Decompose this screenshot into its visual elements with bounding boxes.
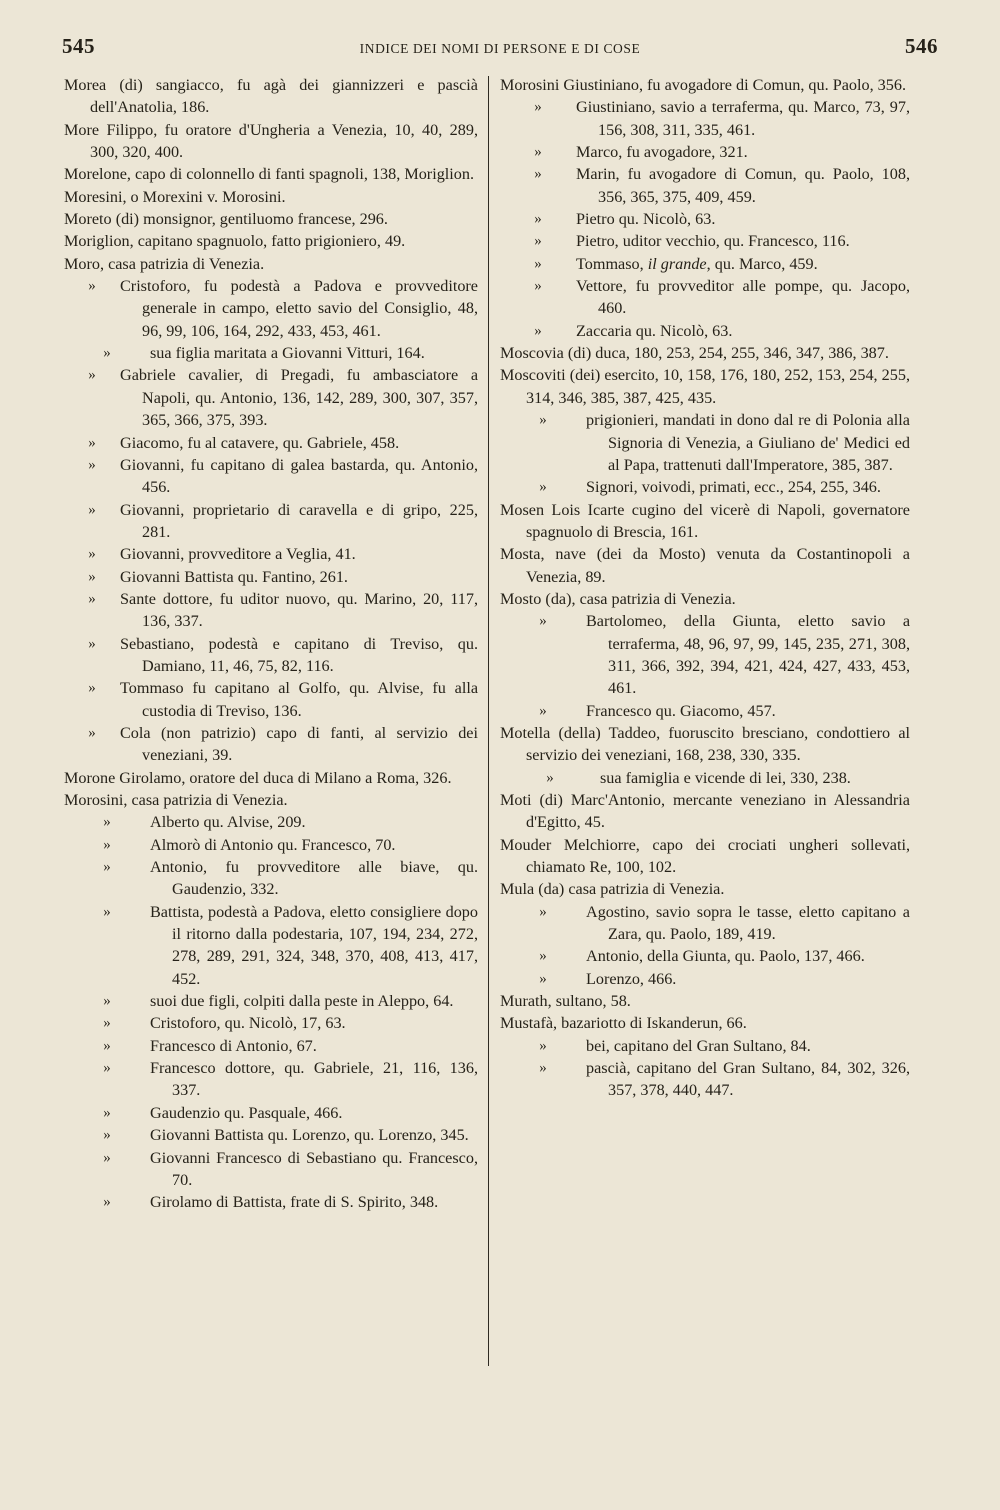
ditto-mark: » [88,434,96,451]
ditto-mark: » [539,1037,547,1054]
index-subentry [500,700,910,722]
ditto-mark: » [103,836,111,853]
ditto-mark: » [88,278,96,295]
subentry-text: Giovanni Francesco di Sebastiano qu. Francesco, 70. [150,1148,478,1189]
subentry-text: pascià, capitano del Gran Sultano, 84, 302, 326, 357, 378, 440, 447. [586,1059,910,1100]
ditto-mark: » [534,144,542,161]
subentry-italic: il grande [647,254,707,273]
index-subentry [500,163,910,208]
index-subentry [500,230,910,252]
index-entry: Morosini, casa patrizia di Venezia. [64,791,288,809]
ditto-mark: » [534,278,542,295]
ditto-mark: » [88,546,96,563]
ditto-mark: » [103,1037,111,1054]
index-subentry [64,543,478,565]
ditto-mark: » [88,680,96,697]
index-entry: Motella (della) Taddeo, fuoruscito bresciano, condottiero al servizio dei veneziani, 168, 238, 330, 335. [500,723,910,765]
subentry-text: sua famiglia e vicende di lei, 330, 238. [600,768,851,787]
index-entry: Mosen Lois Icarte cugino del vicerè di Napoli, governatore spagnuolo di Brescia, 161. [500,500,910,541]
index-entry: Moresini, o Morexini v. Morosini. [64,187,286,206]
subentry-text: Francesco dottore, qu. Gabriele, 21, 116, 136, 337. [150,1059,478,1100]
index-subentry [500,945,910,967]
ditto-mark: » [539,613,547,630]
page-header [62,34,938,64]
index-subentry [64,342,478,364]
left-column [64,74,478,1214]
ditto-mark: » [88,590,96,607]
subentry-text: sua figlia maritata a Giovanni Vitturi, 164. [150,344,425,363]
index-subentry [500,275,910,320]
index-subentry [64,275,478,342]
subentry-text: Giovanni, proprietario di caravella e di gripo, 225, 281. [120,500,478,541]
subentry-text: suoi due figli, colpiti dalla peste in Aleppo, 64. [150,992,454,1011]
ditto-mark: » [103,1127,111,1144]
index-entry: Moscovia (di) duca, 180, 253, 254, 255, 346, 347, 386, 387. [500,344,889,363]
subentry-text: Almorò di Antonio qu. Francesco, 70. [150,835,396,854]
subentry-text: Cristoforo, fu podestà a Padova e provveditore generale in campo, eletto savio del Consiglio, 48, 96, 99, 106, 164, 292, 433, 453, 461. [120,277,478,340]
index-subentry [500,1035,910,1057]
subentry-text: Pietro, uditor vecchio, qu. Francesco, 116. [576,232,850,251]
left-page-number: 545 [62,34,95,58]
subentry-text: Francesco qu. Giacomo, 457. [586,701,776,720]
subentry-text: Tommaso fu capitano al Golfo, qu. Alvise, fu alla custodia di Treviso, 136. [120,679,478,720]
ditto-mark: » [539,1060,547,1077]
index-entry: Moro, casa patrizia di Venezia. [64,254,265,273]
ditto-mark: » [546,769,554,786]
subentry-text: Battista, podestà a Padova, eletto consigliere dopo il ritorno dalla podestaria, 107, 194, 234, 272, 278, 289, 291, 324, 348, 370, 408, 413, 417, 452. [150,902,478,988]
index-entry: Mustafà, bazariotto di Iskanderun, 66. [500,1014,747,1033]
index-entry: Moriglion, capitano spagnuolo, fatto prigioniero, 49. [64,232,406,251]
index-subentry [500,96,910,141]
subentry-text: Bartolomeo, della Giunta, eletto savio a terraferma, 48, 96, 97, 99, 145, 235, 271, 308, 311, 366, 392, 394, 421, 424, 427, 433, 453, 461. [586,612,910,698]
subentry-text: Sante dottore, fu uditor nuovo, qu. Marino, 20, 117, 136, 337. [120,589,478,631]
subentry-text: Francesco di Antonio, 67. [150,1036,317,1055]
ditto-mark: » [534,322,542,339]
index-subentry [64,1147,478,1192]
index-subentry [64,499,478,544]
index-subentry [64,432,478,454]
ditto-mark: » [88,568,96,585]
index-entry: Morosini Giustiniano, fu avogadore di Comun, qu. Paolo, 356. [500,76,907,94]
index-subentry [64,677,478,722]
subentry-text: prigionieri, mandati in dono dal re di Polonia alla Signoria di Venezia, a Giuliano de' Medici ed al Papa, trattenuti dall'Imperatore, 385, 387. [586,411,910,474]
index-subentry [64,1012,478,1034]
ditto-mark: » [103,1104,111,1121]
subentry-text: Gabriele cavalier, di Pregadi, fu ambasciatore a Napoli, qu. Antonio, 136, 142, 289, 300, 307, 357, 365, 366, 375, 393. [120,366,478,430]
index-entry: Mosta, nave (dei da Mosto) venuta da Costantinopoli a Venezia, 89. [500,545,910,586]
ditto-mark: » [534,99,542,116]
index-subentry [500,901,910,946]
index-subentry [500,141,910,163]
ditto-mark: » [88,367,96,384]
ditto-mark: » [103,903,111,920]
subentry-text: Sebastiano, podestà e capitano di Treviso, qu. Damiano, 11, 46, 75, 82, 116. [120,634,478,675]
subentry-text: Marin, fu avogadore di Comun, qu. Paolo, 108, 356, 365, 375, 409, 459. [576,165,910,206]
right-page-number: 546 [905,34,938,58]
ditto-mark: » [103,993,111,1010]
index-entry: Morelone, capo di colonnello di fanti spagnoli, 138, Moriglion. [64,165,475,184]
index-subentry [64,364,478,431]
index-subentry [500,208,910,230]
index-entry: Mouder Melchiorre, capo dei crociati ungheri sollevati, chiamato Re, 100, 102. [500,835,910,877]
subentry-text: Zaccaria qu. Nicolò, 63. [576,321,733,340]
column-divider [488,76,489,1366]
ditto-mark: » [103,814,111,831]
right-column [500,74,910,1102]
subentry-text-end: , qu. Marco, 459. [706,254,818,273]
subentry-text: Gaudenzio qu. Pasquale, 466. [150,1103,343,1122]
ditto-mark: » [534,255,542,272]
index-subentry [64,856,478,901]
subentry-text: Giacomo, fu al catavere, qu. Gabriele, 458. [120,433,400,452]
subentry-text: Cola (non patrizio) capo di fanti, al servizio dei veneziani, 39. [120,723,478,765]
subentry-text: Antonio, della Giunta, qu. Paolo, 137, 466. [586,947,865,966]
subentry-text [576,253,910,275]
ditto-mark: » [103,1015,111,1032]
index-subentry [500,320,910,342]
running-title: INDICE DEI NOMI DI PERSONE E DI COSE [359,41,641,56]
index-subentry [500,968,910,990]
index-subentry [64,588,478,633]
index-subentry [64,901,478,990]
index-subentry [64,633,478,678]
index-subentry [64,1035,478,1057]
index-subentry [500,610,910,699]
index-subentry [64,1124,478,1146]
subentry-text: Girolamo di Battista, frate di S. Spirito, 348. [150,1193,439,1212]
index-subentry [64,566,478,588]
subentry-text: Giovanni, fu capitano di galea bastarda, qu. Antonio, 456. [120,455,478,497]
ditto-mark: » [88,724,96,741]
index-subentry [64,990,478,1012]
index-subentry [64,722,478,767]
index-subentry [500,476,910,498]
index-subentry [500,409,910,476]
subentry-text-start: Tommaso, [576,254,648,273]
subentry-text: Giovanni, provveditore a Veglia, 41. [120,545,356,564]
subentry-text: Giovanni Battista qu. Fantino, 261. [120,567,348,586]
ditto-mark: » [103,345,111,362]
index-subentry [64,1102,478,1124]
subentry-text: Pietro qu. Nicolò, 63. [576,210,716,229]
index-subentry [64,811,478,833]
ditto-mark: » [539,970,547,987]
subentry-text: Antonio, fu provveditore alle biave, qu. Gaudenzio, 332. [150,858,478,899]
index-entry: Mula (da) casa patrizia di Venezia. [500,880,725,899]
ditto-mark: » [88,635,96,652]
subentry-text: Giustiniano, savio a terraferma, qu. Marco, 73, 97, 156, 308, 311, 335, 461. [576,98,910,139]
index-entry: Mosto (da), casa patrizia di Venezia. [500,589,736,608]
ditto-mark: » [534,166,542,183]
ditto-mark: » [103,1149,111,1166]
index-entry: Morea (di) sangiacco, fu agà dei giannizzeri e pascià dell'Anatolia, 186. [64,76,478,117]
index-entry: Morone Girolamo, oratore del duca di Milano a Roma, 326. [64,768,452,787]
index-subentry [64,1191,478,1213]
index-subentry [500,1057,910,1102]
subentry-text: Cristoforo, qu. Nicolò, 17, 63. [150,1014,346,1033]
index-entry: Murath, sultano, 58. [500,992,631,1011]
subentry-text: Vettore, fu provveditor alle pompe, qu. Jacopo, 460. [576,277,910,318]
index-subentry [64,1057,478,1102]
ditto-mark: » [88,501,96,518]
index-entry: Moti (di) Marc'Antonio, mercante veneziano in Alessandria d'Egitto, 45. [500,791,910,832]
subentry-text: bei, capitano del Gran Sultano, 84. [586,1036,811,1055]
index-subentry [500,767,910,789]
ditto-mark: » [539,702,547,719]
index-subentry [64,454,478,499]
ditto-mark: » [534,211,542,228]
subentry-text: Marco, fu avogadore, 321. [576,143,748,162]
subentry-text: Lorenzo, 466. [586,969,677,988]
ditto-mark: » [539,412,547,429]
subentry-text: Signori, voivodi, primati, ecc., 254, 255, 346. [586,478,881,497]
ditto-mark: » [103,1194,111,1211]
index-subentry [64,834,478,856]
index-subentry [500,253,910,275]
ditto-mark: » [103,1060,111,1077]
ditto-mark: » [539,479,547,496]
index-entry: Moreto (di) monsignor, gentiluomo francese, 296. [64,210,388,229]
ditto-mark: » [534,233,542,250]
ditto-mark: » [88,456,96,473]
ditto-mark: » [103,859,111,876]
subentry-text: Alberto qu. Alvise, 209. [150,813,306,832]
index-entry: More Filippo, fu oratore d'Ungheria a Venezia, 10, 40, 289, 300, 320, 400. [64,120,478,162]
ditto-mark: » [539,903,547,920]
index-entry: Moscoviti (dei) esercito, 10, 158, 176, 180, 252, 153, 254, 255, 314, 346, 385, 387, 425, 435. [500,366,910,407]
ditto-mark: » [539,948,547,965]
subentry-text: Giovanni Battista qu. Lorenzo, qu. Lorenzo, 345. [150,1126,469,1145]
subentry-text: Agostino, savio sopra le tasse, eletto capitano a Zara, qu. Paolo, 189, 419. [586,902,910,944]
